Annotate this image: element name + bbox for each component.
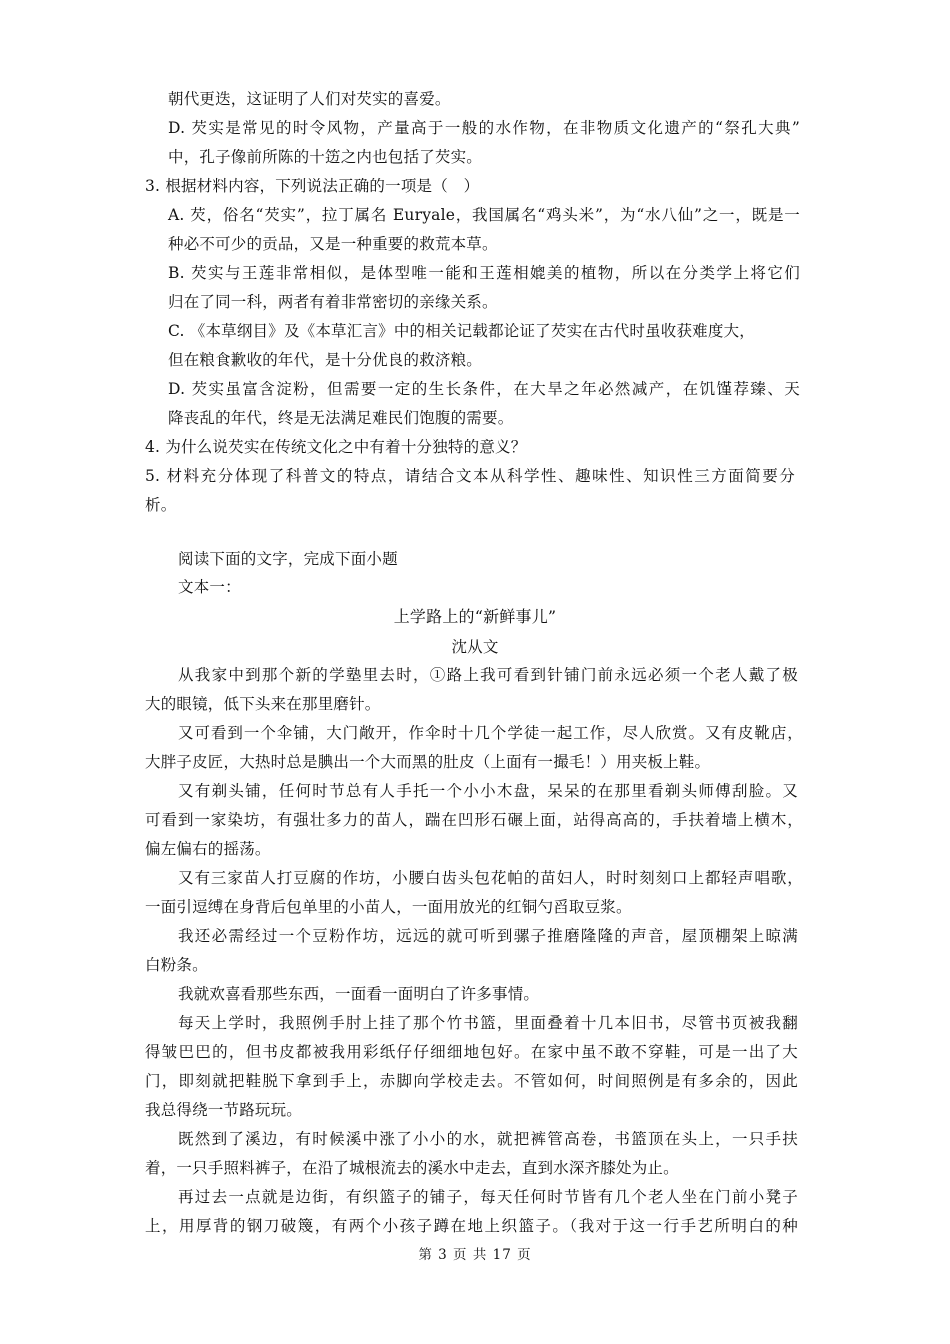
paragraph-line: 又有剃头铺，任何时节总有人手托一个小小木盘，呆呆的在那里看剃头师傅刮脸。又 (178, 782, 798, 800)
option-b-text: B. 芡实与王莲非常相似，是体型唯一能和王莲相媲美的植物，所以在分类学上将它们 (168, 264, 800, 282)
paragraph-line: 又有三家苗人打豆腐的作坊，小腰白齿头包花帕的苗妇人，时时刻刻口上都轻声唱歌， (178, 869, 803, 887)
text-line: 中，孔子像前所陈的十笾之内也包括了芡实。 (168, 148, 483, 166)
paragraph-line: 大的眼镜，低下头来在那里磨针。 (145, 695, 381, 713)
text-line: 降丧乱的年代，终是无法满足难民们饱腹的需要。 (168, 409, 514, 427)
article-title: 上学路上的“新鲜事儿” (393, 607, 557, 626)
text-line: 析。 (145, 496, 177, 514)
text-line: 种必不可少的贡品，又是一种重要的救荒本草。 (168, 235, 498, 253)
text-label: 文本一： (178, 578, 241, 596)
paragraph-line: 偏左偏右的摇荡。 (145, 840, 271, 858)
article-author: 沈从文 (451, 638, 499, 656)
page-footer: 第 3 页 共 17 页 (418, 1247, 532, 1263)
paragraph-line: 又可看到一个伞铺，大门敞开，作伞时十几个学徒一起工作，尽人欣赏。又有皮靴店， (178, 724, 803, 742)
paragraph-line: 大胖子皮匠，大热时总是腆出一个大而黑的肚皮（上面有一撮毛！）用夹板上鞋。 (145, 753, 711, 771)
reading-instruction: 阅读下面的文字，完成下面小题 (178, 550, 398, 568)
text-line: 但在粮食歉收的年代，是十分优良的救济粮。 (168, 351, 483, 369)
paragraph-line: 我总得绕一节路玩玩。 (145, 1101, 303, 1119)
paragraph-line: 可看到一家染坊，有强壮多力的苗人，踹在凹形石碾上面，站得高高的，手扶着墙上横木， (145, 811, 803, 829)
paragraph-line: 我还必需经过一个豆粉作坊，远远的就可听到骡子推磨隆隆的声音，屋顶棚架上晾满 (178, 927, 798, 945)
text-line: 朝代更迭，这证明了人们对芡实的喜爱。 (168, 90, 451, 108)
option-d-text: D. 芡实是常见的时令风物，产量高于一般的水作物，在非物质文化遗产的“祭孔大典” (168, 119, 800, 137)
option-a-text: A. 芡，俗名“芡实”，拉丁属名 Euryale，我国属名“鸡头米”，为“水八仙”之一，既是一 (168, 206, 800, 224)
paragraph-line: 一面引逗缚在身背后包单里的小苗人，一面用放光的红铜勺舀取豆浆。 (145, 898, 632, 916)
paragraph-line: 白粉条。 (145, 956, 208, 974)
paragraph-line: 每天上学时，我照例手肘上挂了那个竹书篮，里面叠着十几本旧书，尽管书页被我翻 (178, 1014, 798, 1032)
paragraph-line: 得皱巴巴的，但书皮都被我用彩纸仔仔细细地包好。在家中虽不敢不穿鞋，可是一出了大 (145, 1043, 798, 1061)
option-d-text: D. 芡实虽富含淀粉，但需要一定的生长条件，在大旱之年必然减产，在饥馑荐臻、天 (168, 380, 800, 398)
question-5: 5. 材料充分体现了科普文的特点，请结合文本从科学性、趣味性、知识性三方面简要分 (145, 467, 795, 485)
paragraph-line: 再过去一点就是边街，有织篮子的铺子，每天任何时节皆有几个老人坐在门前小凳子 (178, 1188, 798, 1206)
option-c-text: C. 《本草纲目》及《本草汇言》中的相关记载都论证了芡实在古代时虽收获难度大， (168, 322, 755, 340)
paragraph-line: 我就欢喜看那些东西，一面看一面明白了许多事情。 (178, 985, 540, 1003)
question-4: 4. 为什么说芡实在传统文化之中有着十分独特的意义？ (145, 438, 527, 456)
paragraph-line: 从我家中到那个新的学塾里去时，①路上我可看到针铺门前永远必须一个老人戴了极 (178, 666, 798, 684)
paragraph-line: 着，一只手照料裤子，在沿了城根流去的溪水中走去，直到水深齐膝处为止。 (145, 1159, 679, 1177)
paragraph-line: 门，即刻就把鞋脱下拿到手上，赤脚向学校走去。不管如何，时间照例是有多余的，因此 (145, 1072, 798, 1090)
text-line: 归在了同一科，两者有着非常密切的亲缘关系。 (168, 293, 498, 311)
paragraph-line: 上，用厚背的钢刀破篾，有两个小孩子蹲在地上织篮子。（我对于这一行手艺所明白的种 (145, 1217, 798, 1235)
paragraph-line: 既然到了溪边，有时候溪中涨了小小的水，就把裤管高卷，书篮顶在头上，一只手扶 (178, 1130, 798, 1148)
question-3: 3. 根据材料内容，下列说法正确的一项是（ ） (145, 177, 480, 195)
